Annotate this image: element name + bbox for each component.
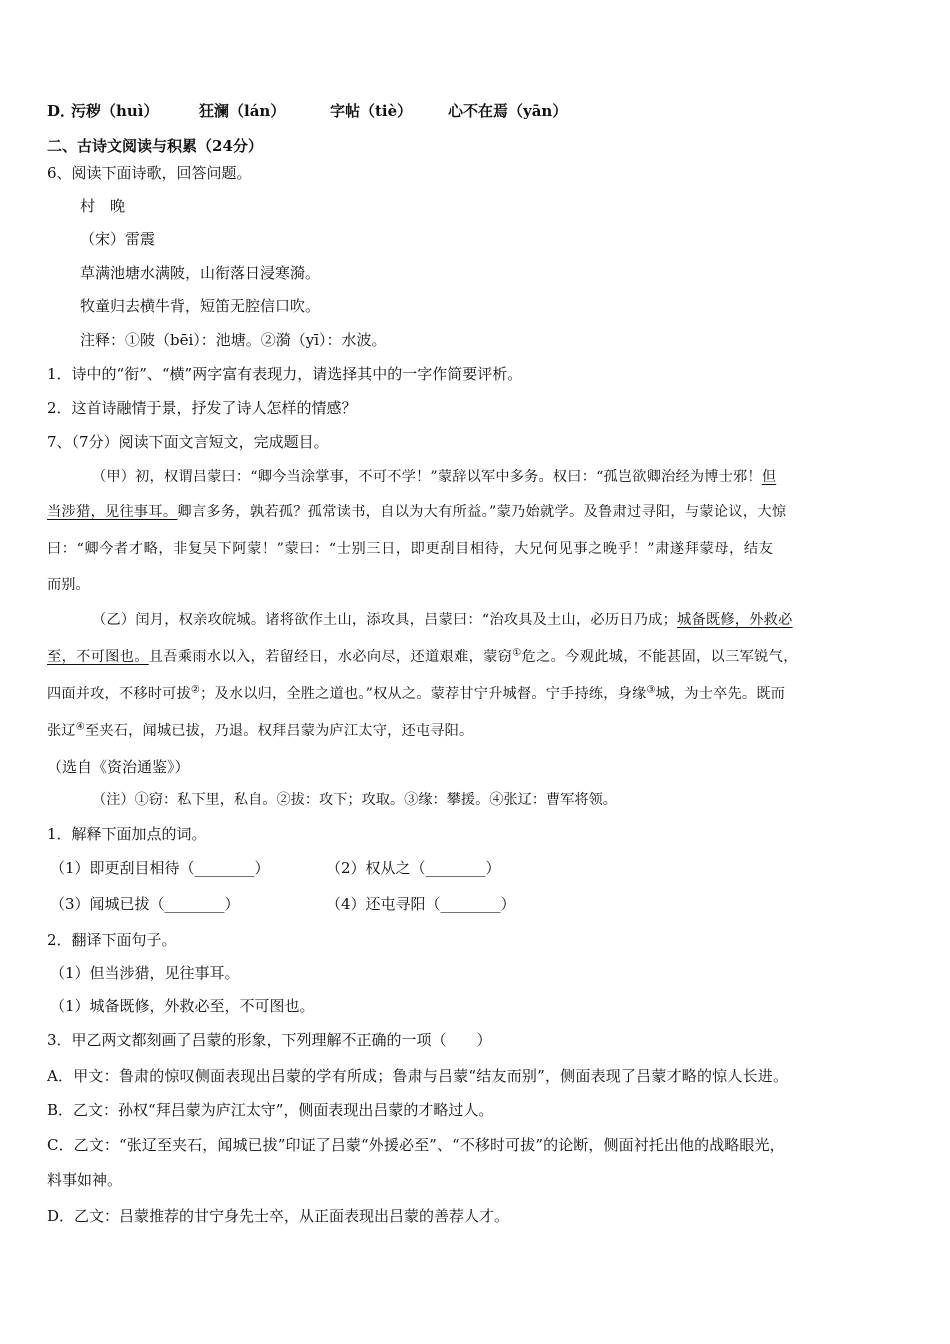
translate-item-1: （1）但当涉猎，见往事耳。 (50, 964, 240, 982)
yi-text: 至夹石，闻城已拔，乃退。权拜吕蒙为庐江太守，还屯寻阳。 (84, 723, 474, 739)
jia-underline-1: 但 (761, 469, 777, 485)
passage-notes: （注）①窃：私下里，私自。②拔：攻下；攻取。③缘：攀援。④张辽：曹军将领。 (92, 792, 617, 808)
yi-line-2 (47, 646, 906, 668)
translate-item-2: （1）城备既修，外救必至，不可图也。 (50, 997, 315, 1015)
blank-item-4: （4）还屯寻阳（________） (326, 895, 516, 913)
yi-underline-2: 至，不可图也。 (47, 649, 149, 665)
option-c-line-1: C．乙文：“张辽至夹石，闻城已拔”印证了吕蒙“外援必至”、“不移时可拔”的论断，侧面衬托出他的战略眼光， (47, 1136, 785, 1154)
jia-underline-2: 当涉猎，见往事耳。 (47, 504, 178, 520)
blank-item-1: （1）即更刮目相待（________） (50, 859, 270, 877)
yi-text: ；及水以归，全胜之道也。”权从之。蒙荐甘宁升城督。宁手持练，身缘 (200, 686, 647, 702)
poem-line-2: 牧童归去横牛背，短笛无腔信口吹。 (80, 297, 321, 315)
option-d-line (47, 100, 906, 122)
jia-line-3: 曰：“卿今者才略，非复吴下阿蒙！”蒙曰：“士别三日，即更刮目相待，大兄何见事之晚乎！”肃遂拜蒙母，结友 (47, 541, 774, 557)
yi-text: 且吾乘雨水以入，若留经日，水必向尽，还道艰难，蒙窃 (148, 649, 513, 665)
footnote-mark: ① (512, 647, 522, 659)
q7-sub-3: 3．甲乙两文都刻画了吕蒙的形象，下列理解不正确的一项（ ） (47, 1031, 492, 1049)
option-b: B．乙文：孙权“拜吕蒙为庐江太守”，侧面表现出吕蒙的才略过人。 (47, 1101, 494, 1119)
q7-sub-1: 1．解释下面加点的词。 (47, 825, 207, 843)
option-d-label: D． (47, 102, 76, 120)
yi-text: 危之。今观此城，不能甚固，以三军锐气， (521, 649, 798, 665)
yi-text: 城，为士卒先。既而 (655, 686, 786, 702)
jia-line-4: 而别。 (47, 577, 90, 593)
poem-line-1: 草满池塘水满陂，山衔落日浸寒漪。 (80, 264, 321, 282)
option-d-item-4: 心不在焉（yān） (448, 102, 568, 120)
passage-source: （选自《资治通鉴》） (47, 758, 190, 776)
blank-item-3: （3）闻城已拔（________） (50, 895, 240, 913)
option-d: D．乙文：吕蒙推荐的甘宁身先士卒，从正面表现出吕蒙的善荐人才。 (47, 1207, 510, 1225)
option-a: A．甲文：鲁肃的惊叹侧面表现出吕蒙的学有所成；鲁肃与吕蒙“结友而别”，侧面表现了吕蒙才略的惊人长进。 (47, 1067, 789, 1085)
q6-prompt: 6、阅读下面诗歌，回答问题。 (47, 164, 252, 182)
poem-author: （宋）雷震 (80, 230, 156, 248)
option-c-line-2: 料事如神。 (47, 1171, 123, 1189)
q6-sub-2: 2．这首诗融情于景，抒发了诗人怎样的情感？ (47, 399, 357, 417)
blank-item-2: （2）权从之（________） (326, 859, 501, 877)
option-d-item-2: 狂澜（lán） (199, 102, 286, 120)
q7-prompt: 7、（7分）阅读下面文言短文，完成题目。 (47, 433, 329, 451)
yi-line-3 (47, 683, 906, 705)
footnote-mark: ② (190, 684, 201, 696)
yi-line-1 (92, 609, 906, 631)
option-d-item-3: 字帖（tiè） (330, 102, 413, 120)
q7-sub-2: 2．翻译下面句子。 (47, 931, 177, 949)
option-d-item-1: 污秽（huì） (71, 102, 159, 120)
jia-text: 卿言多务，孰若孤？孤常读书，自以为大有所益。”蒙乃始就学。及鲁肃过寻阳，与蒙论议，大惊 (177, 504, 787, 520)
footnote-mark: ④ (75, 721, 85, 733)
jia-text: （甲）初，权谓吕蒙曰：“卿今当涂掌事，不可不学！”蒙辞以军中多务。权曰：“孤岂欲卿治经为博士邪！ (92, 469, 762, 485)
jia-line-2 (47, 501, 906, 523)
q6-sub-1: 1．诗中的“衔”、“横”两字富有表现力，请选择其中的一字作简要评析。 (47, 365, 523, 383)
poem-note: 注释：①陂（bēi）：池塘。②漪（yī）：水波。 (80, 331, 387, 349)
section-title: 二、古诗文阅读与积累（24分） (47, 137, 263, 155)
yi-text: 四面并攻，不移时可拔 (47, 686, 191, 702)
yi-line-4 (47, 720, 906, 742)
poem-title: 村 晚 (80, 197, 126, 215)
yi-underline-1: 城备既修，外救必 (677, 612, 793, 628)
yi-text: （乙）闰月，权亲攻皖城。诸将欲作土山，添攻具，吕蒙曰：“治攻具及土山，必历日乃成； (92, 612, 678, 628)
footnote-mark: ③ (646, 684, 656, 696)
yi-text: 张辽 (47, 723, 76, 739)
jia-line-1 (92, 466, 906, 488)
